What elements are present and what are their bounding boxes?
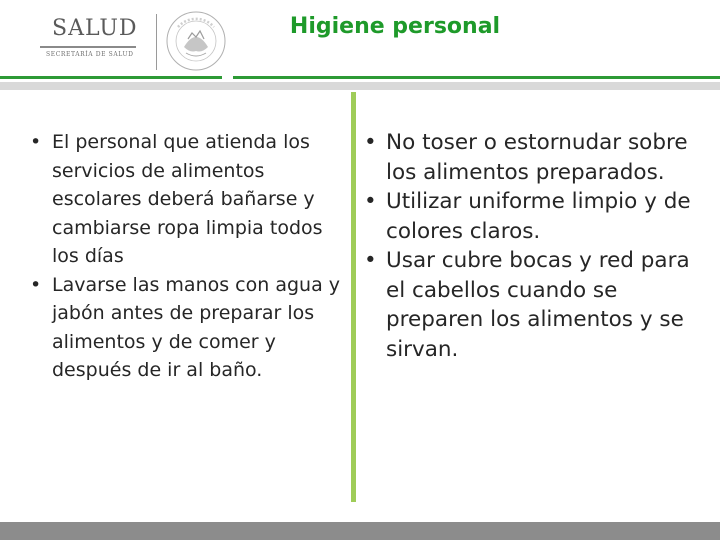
header-band-grey (0, 82, 720, 90)
right-bullet-list (360, 128, 700, 364)
header-band-right (233, 76, 720, 79)
left-bullet-list (26, 128, 348, 385)
column-divider (351, 92, 356, 502)
slide-header (0, 0, 720, 92)
list-item: • No toser o estornudar sobre los alimentos preparados. (360, 128, 700, 187)
header-band-left (0, 76, 222, 79)
list-item: • Utilizar uniforme limpio y de colores claros. (360, 187, 700, 246)
salud-logo (36, 16, 140, 64)
list-item: • Usar cubre bocas y red para el cabellos cuando se preparen los alimentos y se sirvan. (360, 246, 700, 364)
salud-logo-rule (40, 46, 136, 48)
header-separator (156, 14, 157, 70)
list-item: • Lavarse las manos con agua y jabón antes de preparar los alimentos y de comer y después de ir al baño. (26, 271, 348, 385)
salud-logo-subtitle: SECRETARÍA DE SALUD (46, 51, 134, 58)
salud-logo-word: SALUD (52, 16, 138, 41)
list-item: • El personal que atienda los servicios de alimentos escolares deberá bañarse y cambiarse ropa limpia todos los días (26, 128, 348, 271)
footer-bar (0, 522, 720, 540)
mexico-seal-icon (164, 9, 228, 73)
slide-title: Higiene personal (289, 14, 501, 39)
